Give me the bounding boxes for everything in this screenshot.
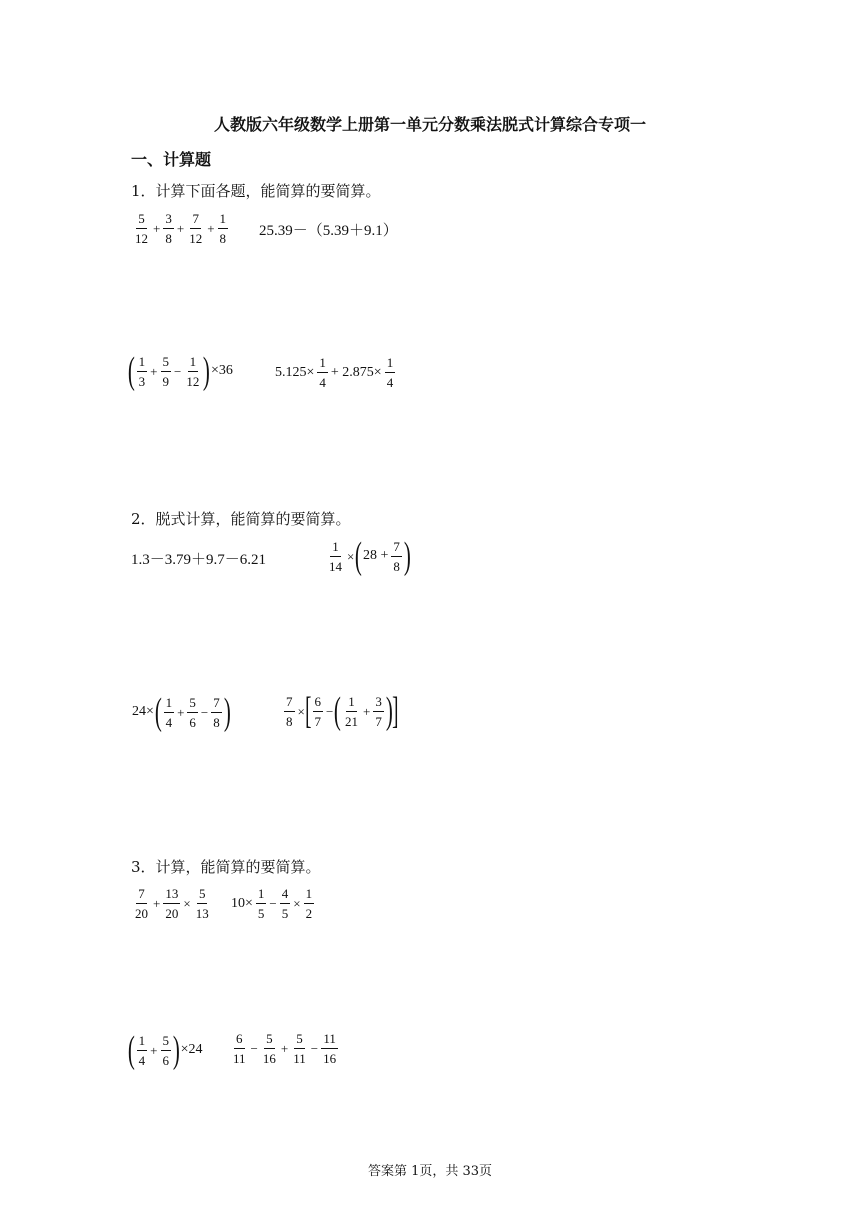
- right-paren: ): [385, 690, 393, 732]
- fraction: $\frac{5}{6}$: [189, 694, 196, 730]
- expression-3b: 10× $\frac{1}{5}$ − $\frac{4}{5}$ × $\frac{1}{2}$: [231, 886, 313, 921]
- expression-2a: 1.3－3.79＋9.7－6.21: [131, 552, 267, 568]
- fraction: $\frac{3}{7}$: [375, 693, 382, 729]
- left-paren: (: [334, 690, 342, 732]
- section-heading: 一、计算题: [131, 150, 212, 169]
- expression-1d: 5.125× $\frac{1}{4}$ + 2.875× $\frac{1}{4}$: [275, 355, 394, 390]
- left-bracket: [: [305, 690, 312, 732]
- question-1-label: 1．计算下面各题，能简算的要简算。: [131, 182, 381, 200]
- fraction: $\frac{5}{13}$: [195, 886, 209, 921]
- expression-2b: $\frac{1}{14}$ × ( 28 + $\frac{7}{8}$ ): [329, 535, 411, 577]
- fraction: $\frac{1}{12}$: [186, 353, 200, 389]
- fraction: $\frac{5}{16}$: [262, 1031, 276, 1066]
- fraction: $\frac{7}{8}$: [393, 538, 400, 574]
- fraction: $\frac{3}{8}$: [165, 211, 172, 246]
- fraction: $\frac{7}{8}$: [213, 694, 220, 730]
- right-paren: ): [172, 1029, 180, 1071]
- fraction: $\frac{5}{12}$: [135, 211, 148, 246]
- expression-1a: $\frac{5}{12}$ + $\frac{3}{8}$ + $\frac{7}{12}$ + $\frac{1}{8}$: [135, 211, 227, 246]
- fraction: $\frac{1}{2}$: [305, 886, 313, 921]
- fraction: $\frac{6}{11}$: [233, 1031, 246, 1066]
- expression-3a: $\frac{7}{20}$ + $\frac{13}{20}$ × $\frac{5}{13}$: [135, 886, 209, 921]
- right-bracket: ]: [391, 690, 398, 732]
- fraction: $\frac{1}{4}$: [319, 355, 326, 390]
- fraction: $\frac{5}{6}$: [162, 1032, 169, 1068]
- expression-3c: ( $\frac{1}{4}$ + $\frac{5}{6}$ ) ×24: [127, 1029, 203, 1071]
- fraction: $\frac{6}{7}$: [314, 693, 321, 729]
- fraction: $\frac{5}{11}$: [293, 1031, 306, 1066]
- question-2-label: 2．脱式计算，能简算的要简算。: [131, 510, 351, 528]
- expression-1c: ( $\frac{1}{3}$ + $\frac{5}{9}$ − $\frac{1}{12}$ ) ×36: [127, 350, 233, 392]
- fraction: $\frac{4}{5}$: [281, 886, 289, 921]
- expression-2d: $\frac{7}{8}$ × [ $\frac{6}{7}$ − ( $\frac{1}{21}$ + $\frac{3}{7}$ ) ]: [286, 690, 398, 732]
- right-paren: ): [403, 535, 411, 577]
- fraction: $\frac{1}{8}$: [219, 211, 227, 246]
- fraction: $\frac{1}{5}$: [257, 886, 265, 921]
- left-paren: (: [127, 1029, 135, 1071]
- fraction: $\frac{7}{20}$: [135, 886, 148, 921]
- expression-1b: 25.39－（5.39＋9.1）: [259, 223, 398, 239]
- fraction: $\frac{7}{8}$: [286, 693, 293, 729]
- fraction: $\frac{5}{9}$: [162, 353, 169, 389]
- left-paren: (: [355, 535, 363, 577]
- fraction: $\frac{1}{4}$: [165, 694, 173, 730]
- right-paren: ): [203, 350, 211, 392]
- expression-2c: 24× ( $\frac{1}{4}$ + $\frac{5}{6}$ − $\frac{7}{8}$ ): [132, 691, 231, 733]
- fraction: $\frac{1}{4}$: [138, 1032, 146, 1068]
- right-paren: ): [223, 691, 231, 733]
- page-footer: 答案第 1页，共 33页: [367, 1164, 493, 1179]
- fraction: $\frac{11}{16}$: [323, 1031, 337, 1066]
- fraction: $\frac{1}{14}$: [329, 538, 342, 574]
- fraction: $\frac{1}{21}$: [345, 693, 358, 729]
- fraction: $\frac{1}{3}$: [138, 353, 146, 389]
- page-title: 人教版六年级数学上册第一单元分数乘法脱式计算综合专项一: [213, 115, 646, 134]
- fraction: $\frac{1}{4}$: [386, 355, 394, 390]
- left-paren: (: [154, 691, 162, 733]
- fraction: $\frac{13}{20}$: [165, 886, 179, 921]
- left-paren: (: [127, 350, 135, 392]
- question-3-label: 3．计算，能简算的要简算。: [131, 858, 321, 876]
- fraction: $\frac{7}{12}$: [189, 211, 203, 246]
- expression-3d: $\frac{6}{11}$ − $\frac{5}{16}$ + $\frac{5}{11}$ − $\frac{11}{16}$: [233, 1031, 337, 1066]
